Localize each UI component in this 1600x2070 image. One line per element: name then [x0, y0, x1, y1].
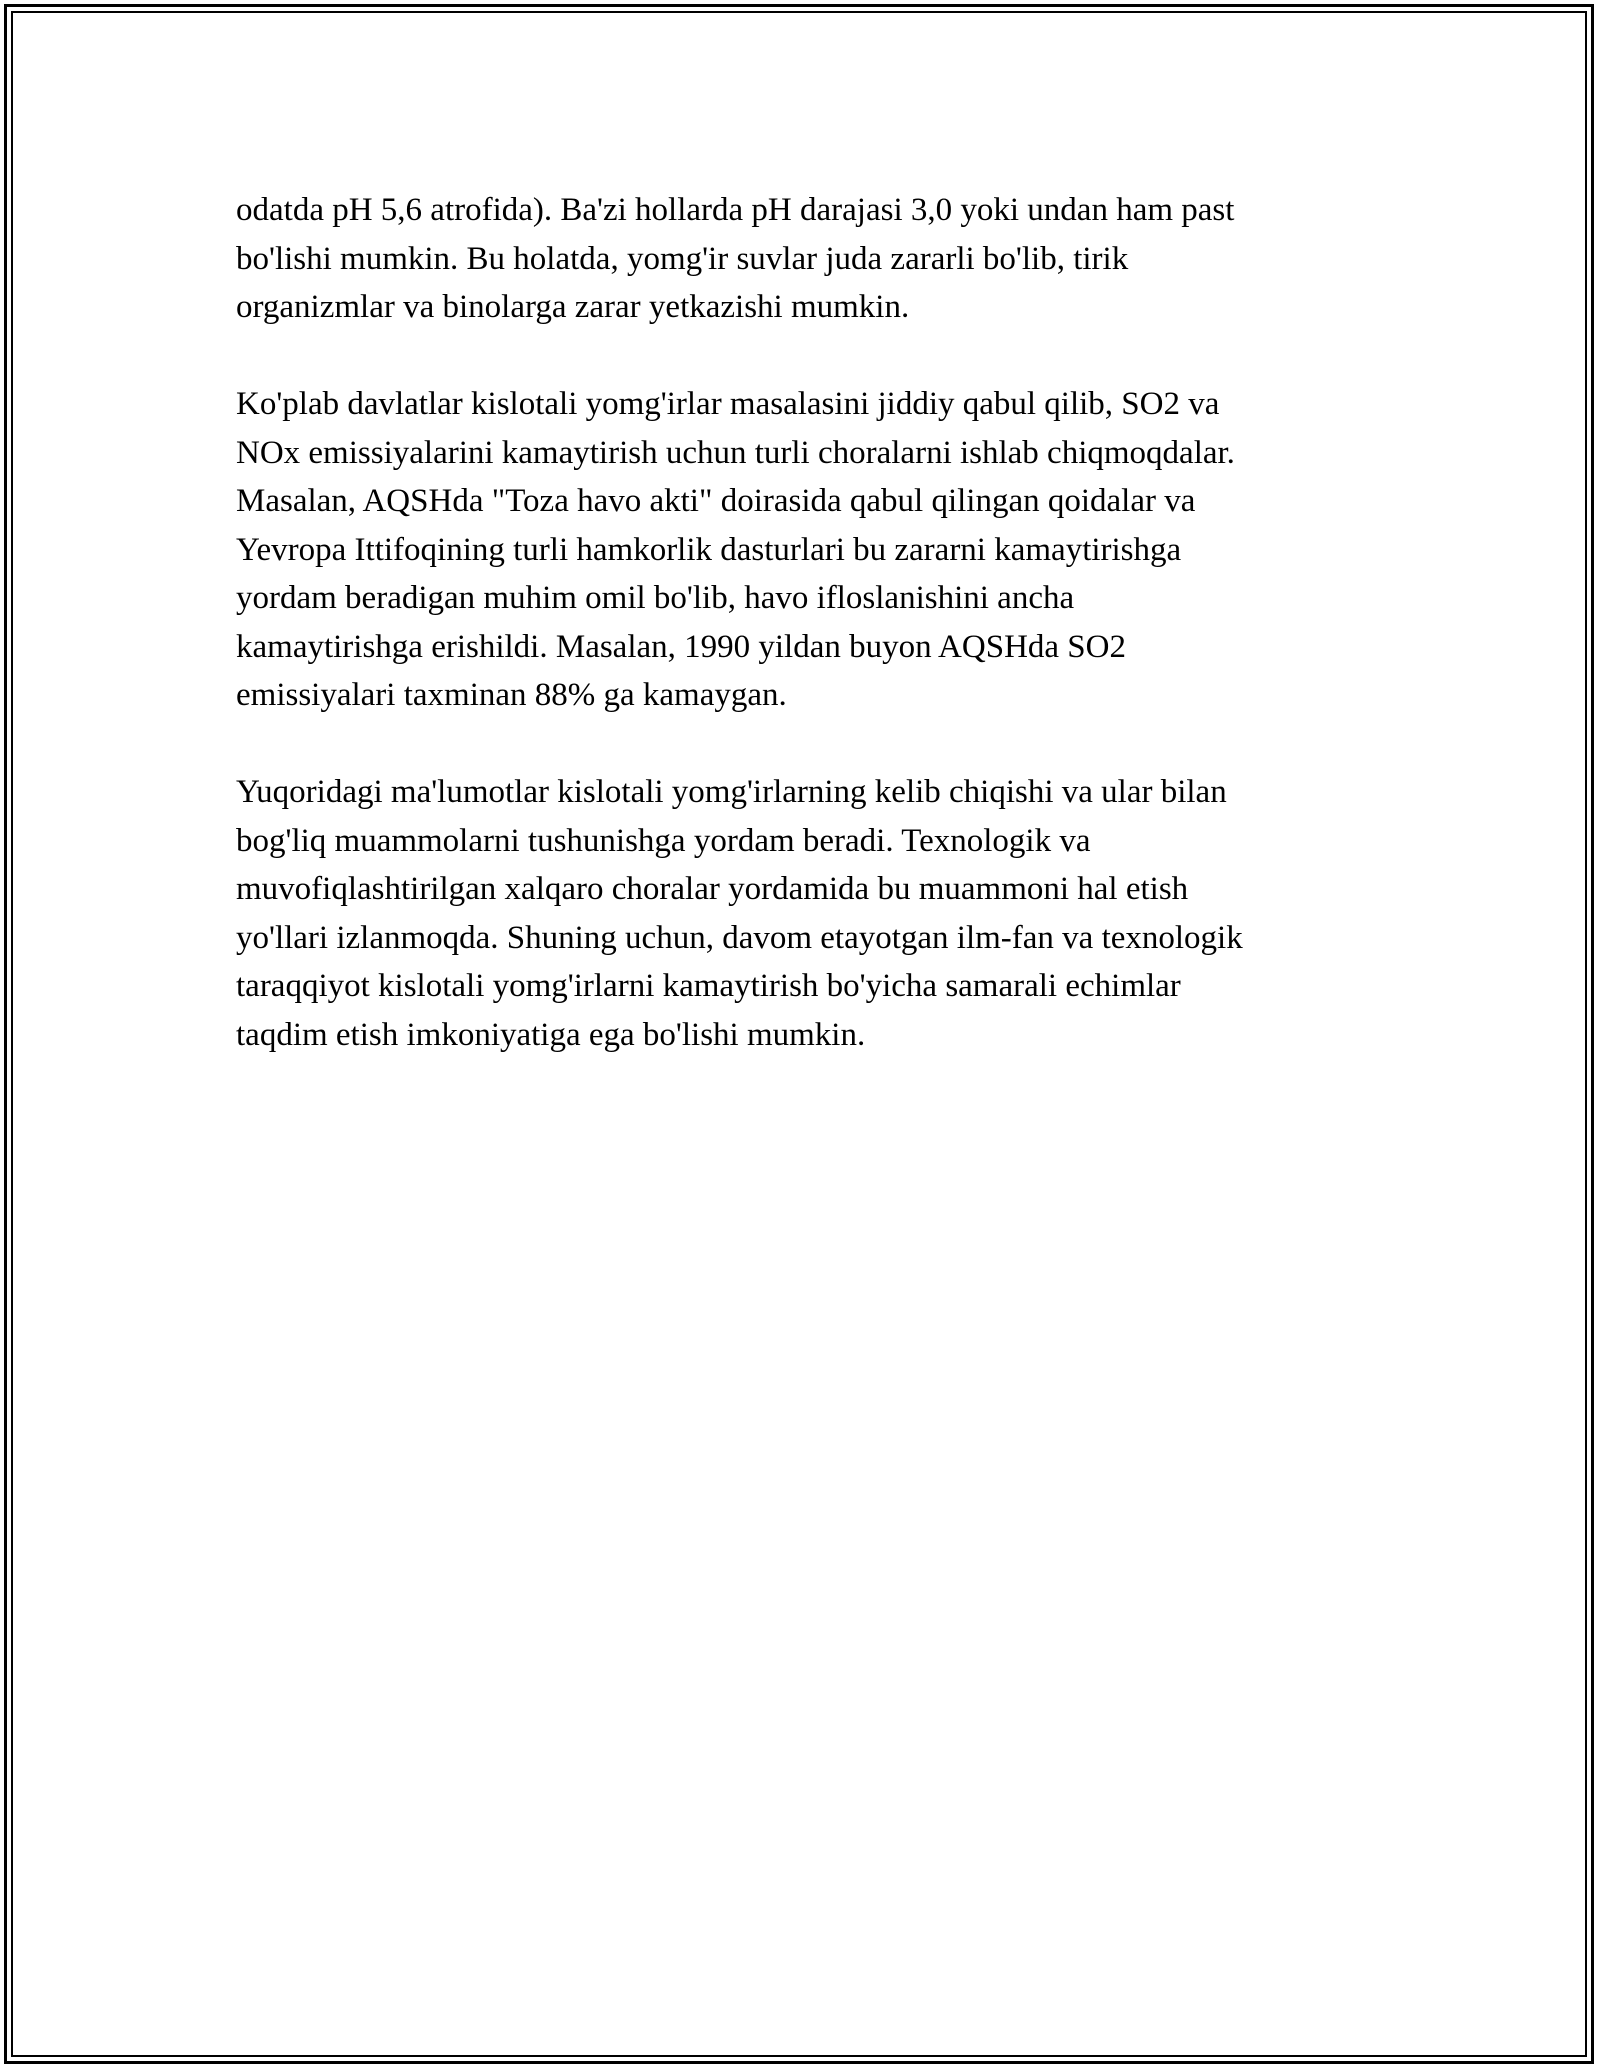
- document-body: [236, 186, 1366, 1108]
- text-line: yo'llari izlanmoqda. Shuning uchun, davom etayotgan ilm-fan va texnologik: [236, 919, 1243, 956]
- text-line: bog'liq muammolarni tushunishga yordam beradi. Texnologik va: [236, 822, 1091, 859]
- text-line: odatda pH 5,6 atrofida). Ba'zi hollarda pH darajasi 3,0 yoki undan ham past: [236, 192, 1235, 228]
- text-line: kamaytirishga erishildi. Masalan, 1990 yildan buyon AQSHda SO2: [236, 628, 1126, 665]
- text-line: Yuqoridagi ma'lumotlar kislotali yomg'irlarning kelib chiqishi va ular bilan: [236, 774, 1227, 810]
- text-line: Ko'plab davlatlar kislotali yomg'irlar masalasini jiddiy qabul qilib, SO2 va: [236, 386, 1220, 422]
- text-line: bo'lishi mumkin. Bu holatda, yomg'ir suvlar juda zararli bo'lib, tirik: [236, 240, 1129, 277]
- text-line: emissiyalari taxminan 88% ga kamaygan.: [236, 677, 787, 713]
- text-line: taraqqiyot kislotali yomg'irlarni kamaytirish bo'yicha samarali echimlar: [236, 968, 1181, 1004]
- paragraph-conclusion: [236, 768, 1366, 1059]
- paragraph-emission-measures: [236, 380, 1366, 720]
- text-line: yordam beradigan muhim omil bo'lib, havo ifloslanishini ancha: [236, 580, 1075, 616]
- paragraph-ph-levels: [236, 186, 1366, 332]
- text-line: Masalan, AQSHda "Toza havo akti" doirasida qabul qilingan qoidalar va: [236, 483, 1196, 519]
- text-line: organizmlar va binolarga zarar yetkazishi mumkin.: [236, 289, 910, 325]
- text-line: NOx emissiyalarini kamaytirish uchun turli choralarni ishlab chiqmoqdalar.: [236, 434, 1235, 471]
- text-line: Yevropa Ittifoqining turli hamkorlik dasturlari bu zararni kamaytirishga: [236, 531, 1182, 568]
- text-line: muvofiqlashtirilgan xalqaro choralar yordamida bu muammoni hal etish: [236, 871, 1189, 907]
- text-line: taqdim etish imkoniyatiga ega bo'lishi mumkin.: [236, 1016, 866, 1053]
